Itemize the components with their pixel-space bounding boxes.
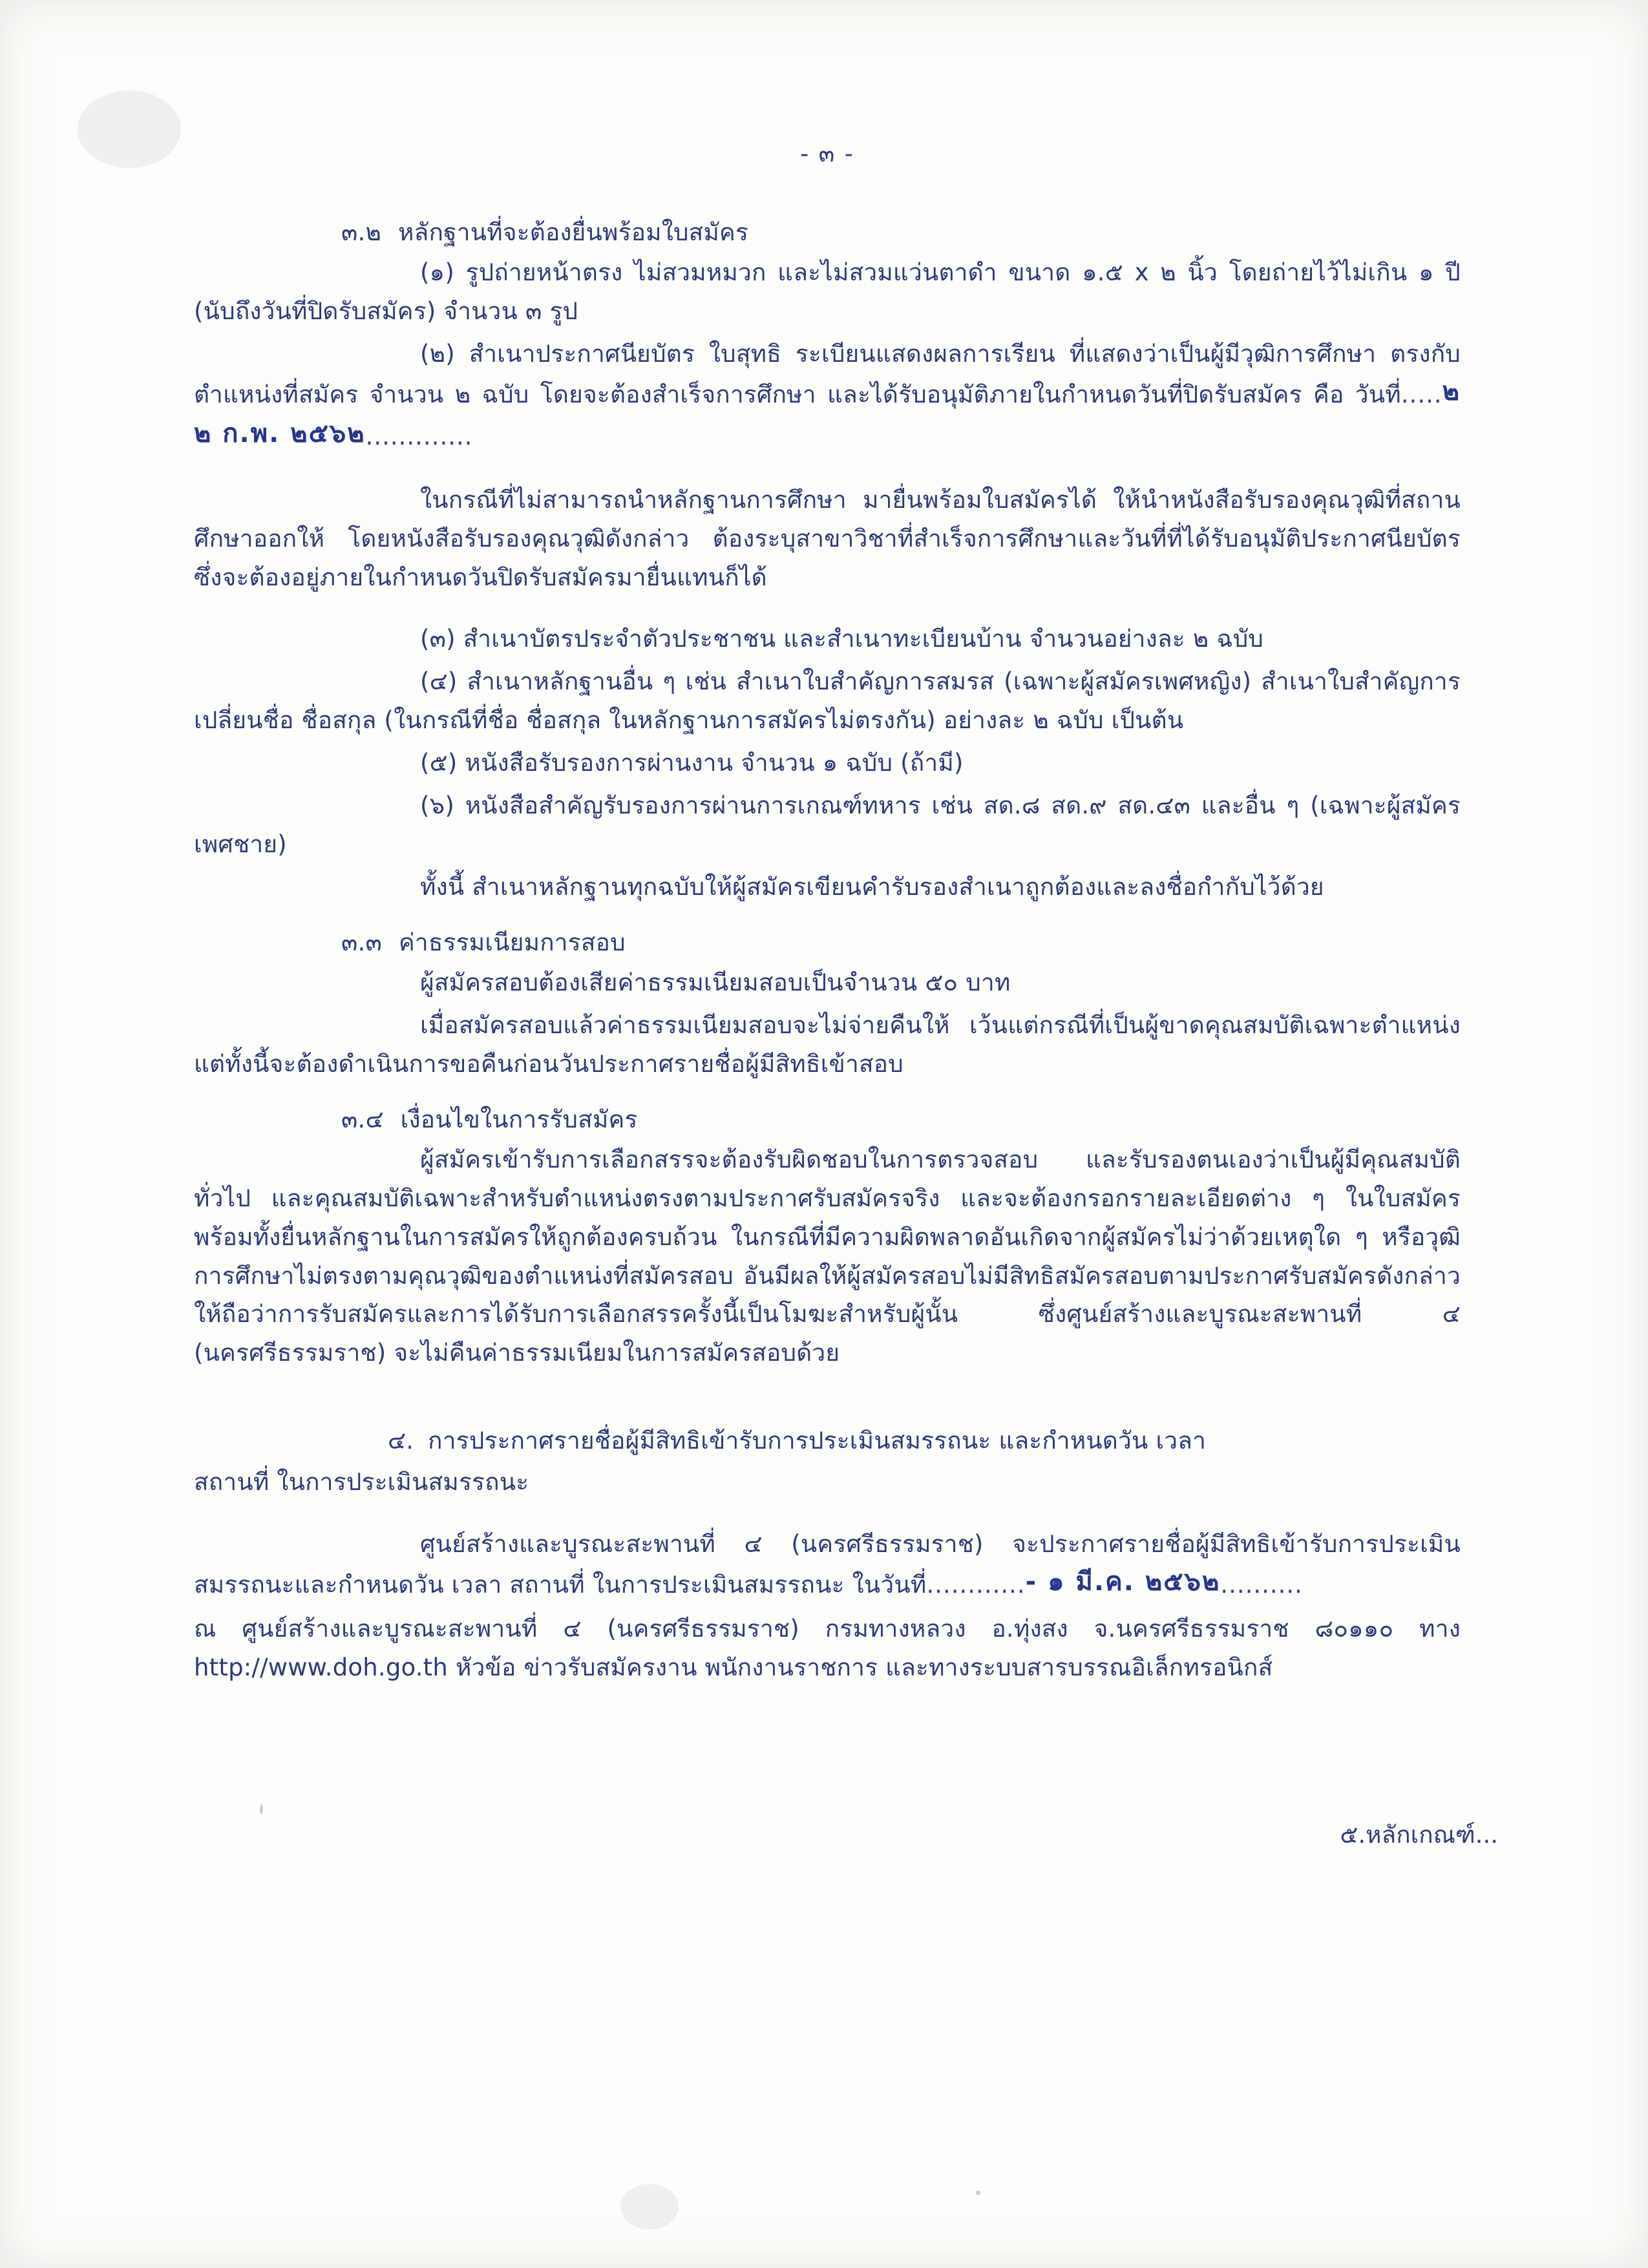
paragraph-3-3-1: ผู้สมัครสอบต้องเสียค่าธรรมเนียมสอบเป็นจำนวน ๕๐ บาท: [420, 968, 1011, 996]
section-number-3-2: ๓.๒: [341, 218, 382, 247]
page-number: - ๓ -: [800, 141, 854, 167]
scan-smudge: [620, 2184, 679, 2229]
item-3-2-4: (๔) สำเนาหลักฐานอื่น ๆ เช่น สำเนาใบสำคัญการสมรส (เฉพาะผู้สมัครเพศหญิง) สำเนาใบสำคัญการเปลี่ยนชื่อ ชื่อสกุล (ในกรณีที่ชื่อ ชื่อสกุล ในหลักฐานการสมัครไม่ตรงกัน) อย่างละ ๒ ฉบับ เป็นต้น: [194, 667, 1461, 735]
paragraph-3-3-2: เมื่อสมัครสอบแล้วค่าธรรมเนียมสอบจะไม่จ่ายคืนให้ เว้นแต่กรณีที่เป็นผู้ขาดคุณสมบัติเฉพาะตำแหน่ง แต่ทั้งนี้จะต้องดำเนินการขอคืนก่อนวันประกาศรายชื่อผู้มีสิทธิเข้าสอบ: [194, 1011, 1461, 1078]
document-body: [194, 136, 1461, 1691]
section-heading-3-3: [341, 923, 1461, 962]
item-3-2-5: (๕) หนังสือรับรองการผ่านงาน จำนวน ๑ ฉบับ (ถ้ามี): [420, 749, 964, 777]
section-number-3-4: ๓.๔: [341, 1105, 384, 1133]
handwritten-closing-date: ๒ ๒ ก.พ. ๒๕๖๒: [194, 377, 1461, 448]
paragraph-3-4-1: ผู้สมัครเข้ารับการเลือกสรรจะต้องรับผิดชอบในการตรวจสอบ และรับรองตนเองว่าเป็นผู้มีคุณสมบัติทั่วไป และคุณสมบัติเฉพาะสำหรับตำแหน่งตรงตามประกาศรับสมัครจริง และจะต้องกรอกรายละเอียดต่าง ๆ ในใบสมัคร พร้อมทั้งยื่นหลักฐานในการสมัครให้ถูกต้องครบถ้วน ในกรณีที่มีความผิดพลาดอันเกิดจากผู้สมัครไม่ว่าด้วยเหตุใด ๆ หรือวุฒิการศึกษาไม่ตรงตามคุณวุฒิของตำแหน่งที่สมัครสอบ อันมีผลให้ผู้สมัครสอบไม่มีสิทธิสมัครสอบตามประกาศรับสมัครดังกล่าว ให้ถือว่าการรับสมัครและการได้รับการเลือกสรรครั้งนี้เป็นโมฆะสำหรับผู้นั้น ซึ่งศูนย์สร้างและบูรณะสะพานที่ ๔ (นครศรีธรรมราช) จะไม่คืนค่าธรรมเนียมในการสมัครสอบด้วย: [194, 1145, 1461, 1367]
section-heading-4: [388, 1422, 1461, 1460]
footer-continuation-note: ๕.หลักเกณฑ์...: [1340, 1821, 1498, 1849]
section-title-3-4: เงื่อนไขในการรับสมัคร: [400, 1105, 638, 1133]
paragraph-4-location: ณ ศูนย์สร้างและบูรณะสะพานที่ ๔ (นครศรีธรรมราช) กรมทางหลวง อ.ทุ่งสง จ.นครศรีธรรมราช ๘๐๑๑๐ ทาง http://www.doh.go.th หัวข้อ ข่าวรับสมัครงาน พนักงานราชการ และทางระบบสารบรรณอิเล็กทรอนิกส์: [194, 1614, 1461, 1681]
item-3-2-2-text: (๒) สำเนาประกาศนียบัตร ใบสุทธิ ระเบียนแสดงผลการเรียน ที่แสดงว่าเป็นผู้มีวุฒิการศึกษา ตรงกับตำแหน่งที่สมัคร จำนวน ๒ ฉบับ โดยจะต้องสำเร็จการศึกษา และได้รับอนุมัติภายในกำหนดวันที่ปิดรับสมัคร คือ วันที่: [194, 340, 1461, 409]
section-number-3-3: ๓.๓: [341, 929, 382, 957]
note-paragraph-3-2: ในกรณีที่ไม่สามารถนำหลักฐานการศึกษา มายื่นพร้อมใบสมัครได้ ให้นำหนังสือรับรองคุณวุฒิที่สถานศึกษาออกให้ โดยหนังสือรับรองคุณวุฒิดังกล่าว ต้องระบุสาขาวิชาที่สำเร็จการศึกษาและวันที่ที่ได้รับอนุมัติประกาศนียบัตร ซึ่งจะต้องอยู่ภายในกำหนดวันปิดรับสมัครมายื่นแทนก็ได้: [194, 485, 1461, 591]
section-number-4: ๔.: [388, 1427, 414, 1455]
section-heading-3-4: [341, 1100, 1461, 1139]
fill-in-dots: ............: [926, 1571, 1026, 1599]
item-3-2-2: [194, 335, 1461, 457]
closing-paragraph-3-2: ทั้งนี้ สำเนาหลักฐานทุกฉบับให้ผู้สมัครเขียนคำรับรองสำเนาถูกต้องและลงชื่อกำกับไว้ด้วย: [420, 873, 1324, 901]
item-3-2-6: (๖) หนังสือสำคัญรับรองการผ่านการเกณฑ์ทหาร เช่น สด.๘ สด.๙ สด.๔๓ และอื่น ๆ (เฉพาะผู้สมัครเพศชาย): [194, 792, 1461, 859]
scan-speck: [976, 2190, 980, 2195]
item-3-2-3: (๓) สำเนาบัตรประจำตัวประชาชน และสำเนาทะเบียนบ้าน จำนวนอย่างละ ๒ ฉบับ: [420, 625, 1264, 653]
handwritten-announcement-date: - ๑ มี.ค. ๒๕๖๒: [1025, 1567, 1221, 1597]
paragraph-4-body: [194, 1525, 1461, 1606]
fill-in-dots: ..........: [1220, 1571, 1303, 1599]
section-title-3-3: ค่าธรรมเนียมการสอบ: [398, 929, 626, 957]
paragraph-4-text-before-date: ศูนย์สร้างและบูรณะสะพานที่ ๔ (นครศรีธรรมราช) จะประกาศรายชื่อผู้มีสิทธิเข้ารับการประเมินสมรรถนะและกำหนดวัน เวลา สถานที่ ในการประเมินสมรรถนะ ในวันที่: [194, 1530, 1461, 1599]
section-heading-3-2: [341, 213, 1461, 252]
scan-speck: [260, 1804, 263, 1814]
section-title-4-line2: สถานที่ ในการประเมินสมรรถนะ: [194, 1468, 529, 1496]
item-3-2-1: (๑) รูปถ่ายหน้าตรง ไม่สวมหมวก และไม่สวมแว่นตาดำ ขนาด ๑.๕ x ๒ นิ้ว โดยถ่ายไว้ไม่เกิน ๑ ปี (นับถึงวันที่ปิดรับสมัคร) จำนวน ๓ รูป: [194, 258, 1461, 326]
fill-in-dots: .............: [365, 422, 473, 450]
scan-smudge: [78, 90, 181, 168]
section-title-4: การประกาศรายชื่อผู้มีสิทธิเข้ารับการประเมินสมรรถนะ และกำหนดวัน เวลา: [428, 1427, 1207, 1455]
fill-in-dots: .....: [1400, 381, 1442, 409]
section-title-3-2: หลักฐานที่จะต้องยื่นพร้อมใบสมัคร: [398, 218, 749, 247]
